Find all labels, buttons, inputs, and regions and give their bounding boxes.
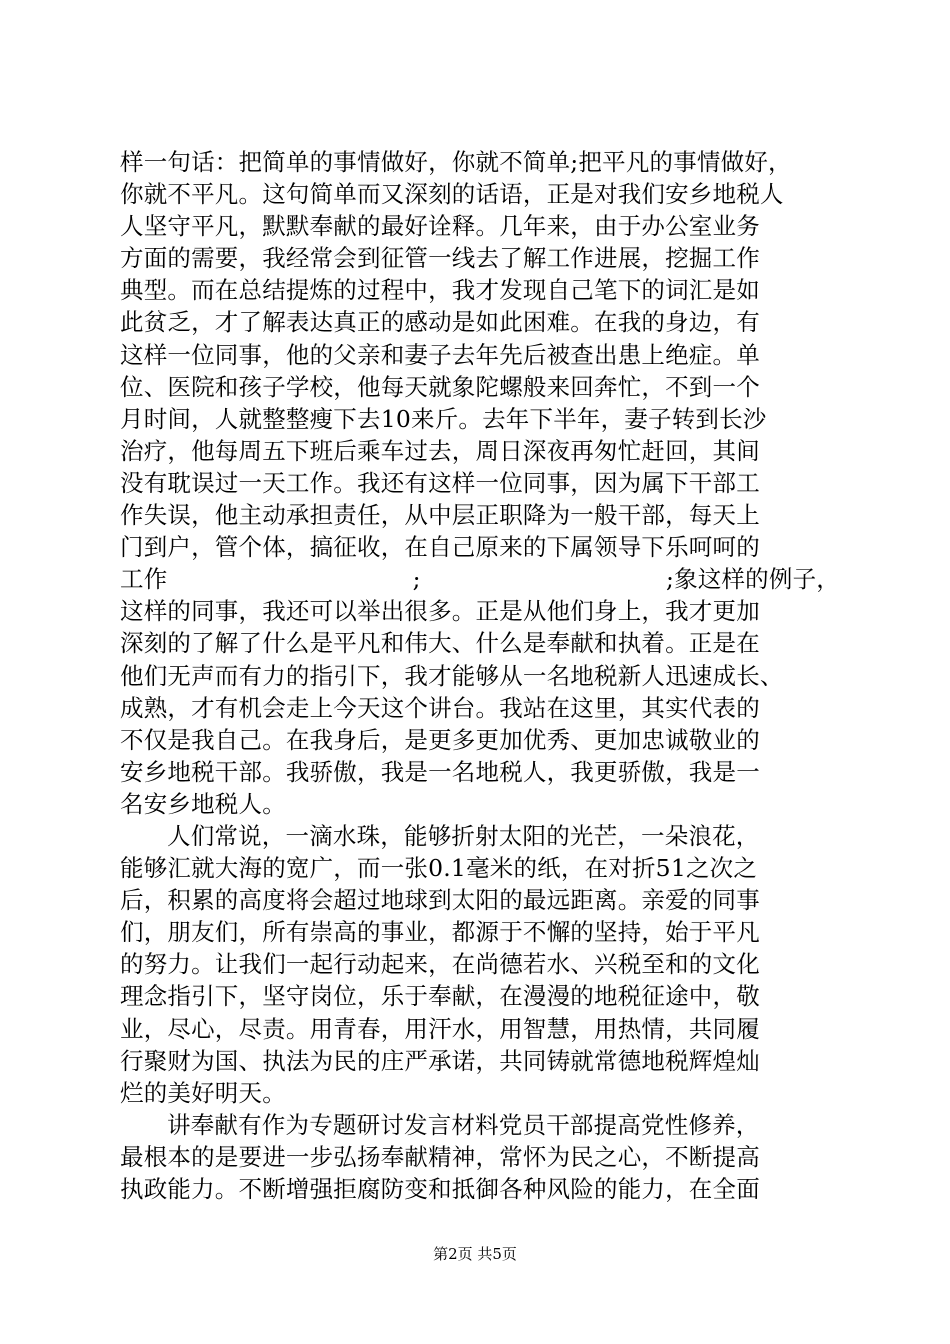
text-line: 你就不平凡。这句简单而又深刻的话语，正是对我们安乡地税人: [120, 180, 784, 209]
text-line: 后，积累的高度将会超过地球到太阳的最远距离。亲爱的同事: [120, 886, 760, 915]
text-line: 不仅是我自己。在我身后，是更多更加优秀、更加忠诚敬业的: [120, 725, 760, 754]
text-line: 这样的同事，我还可以举出很多。正是从他们身上，我才更加: [120, 597, 760, 626]
text-line: 理念指引下，坚守岗位，乐于奉献，在漫漫的地税征途中，敬: [120, 982, 760, 1011]
text-line: 没有耽误过一天工作。我还有这样一位同事，因为属下干部工: [120, 468, 760, 497]
spread-part-1: 工作: [120, 565, 168, 594]
spread-text-line: [120, 563, 840, 595]
text-line: 安乡地税干部。我骄傲，我是一名地税人，我更骄傲，我是一: [120, 757, 760, 786]
text-line: 位、医院和孩子学校，他每天就象陀螺般来回奔忙，不到一个: [120, 372, 760, 401]
document-body: [120, 146, 840, 1205]
text-line: 名安乡地税人。: [120, 789, 286, 818]
text-line: 行聚财为国、执法为民的庄严承诺，共同铸就常德地税辉煌灿: [120, 1046, 760, 1075]
text-line: 月时间，人就整整瘦下去10来斤。去年下半年，妻子转到长沙: [120, 404, 767, 433]
text-line: 烂的美好明天。: [120, 1078, 286, 1107]
spread-part-3: ;象这样的例子，: [665, 565, 840, 594]
text-line: 方面的需要，我经常会到征管一线去了解工作进展，挖掘工作: [120, 244, 760, 273]
text-line: 最根本的是要进一步弘扬奉献精神，常怀为民之心，不断提高: [120, 1142, 760, 1171]
text-line: 治疗，他每周五下班后乘车过去，周日深夜再匆忙赶回，其间: [120, 436, 760, 465]
text-line: 这样一位同事，他的父亲和妻子去年先后被查出患上绝症。单: [120, 340, 760, 369]
page-number-footer: 第2页 共5页: [433, 1245, 517, 1263]
text-line: 典型。而在总结提炼的过程中，我才发现自己笔下的词汇是如: [120, 276, 760, 305]
paragraph-first-line: 讲奉献有作为专题研讨发言材料党员干部提高党性修养，: [167, 1110, 760, 1139]
text-line: 门到户，管个体，搞征收，在自己原来的下属领导下乐呵呵的: [120, 533, 760, 562]
text-line: 执政能力。不断增强拒腐防变和抵御各种风险的能力，在全面: [120, 1175, 760, 1203]
text-line: 样一句话：把简单的事情做好，你就不简单;把平凡的事情做好，: [120, 148, 792, 176]
spread-part-2: ;: [412, 565, 421, 594]
text-line: 人坚守平凡，默默奉献的最好诠释。几年来，由于办公室业务: [120, 212, 760, 241]
text-line: 成熟，才有机会走上今天这个讲台。我站在这里，其实代表的: [120, 693, 760, 722]
text-line: 能够汇就大海的宽广，而一张0.1毫米的纸，在对折51之次之: [120, 854, 758, 883]
text-line: 的努力。让我们一起行动起来，在尚德若水、兴税至和的文化: [120, 950, 760, 979]
text-line: 深刻的了解了什么是平凡和伟大、什么是奉献和执着。正是在: [120, 629, 760, 658]
text-line: 作失误，他主动承担责任，从中层正职降为一般干部，每天上: [120, 501, 760, 530]
text-line: 他们无声而有力的指引下，我才能够从一名地税新人迅速成长、: [120, 661, 784, 690]
text-line: 们，朋友们，所有崇高的事业，都源于不懈的坚持，始于平凡: [120, 918, 760, 947]
paragraph-first-line: 人们常说，一滴水珠，能够折射太阳的光芒，一朵浪花，: [167, 821, 760, 850]
text-line: 业，尽心，尽责。用青春，用汗水，用智慧，用热情，共同履: [120, 1014, 760, 1043]
text-line: 此贫乏，才了解表达真正的感动是如此困难。在我的身边，有: [120, 308, 760, 337]
